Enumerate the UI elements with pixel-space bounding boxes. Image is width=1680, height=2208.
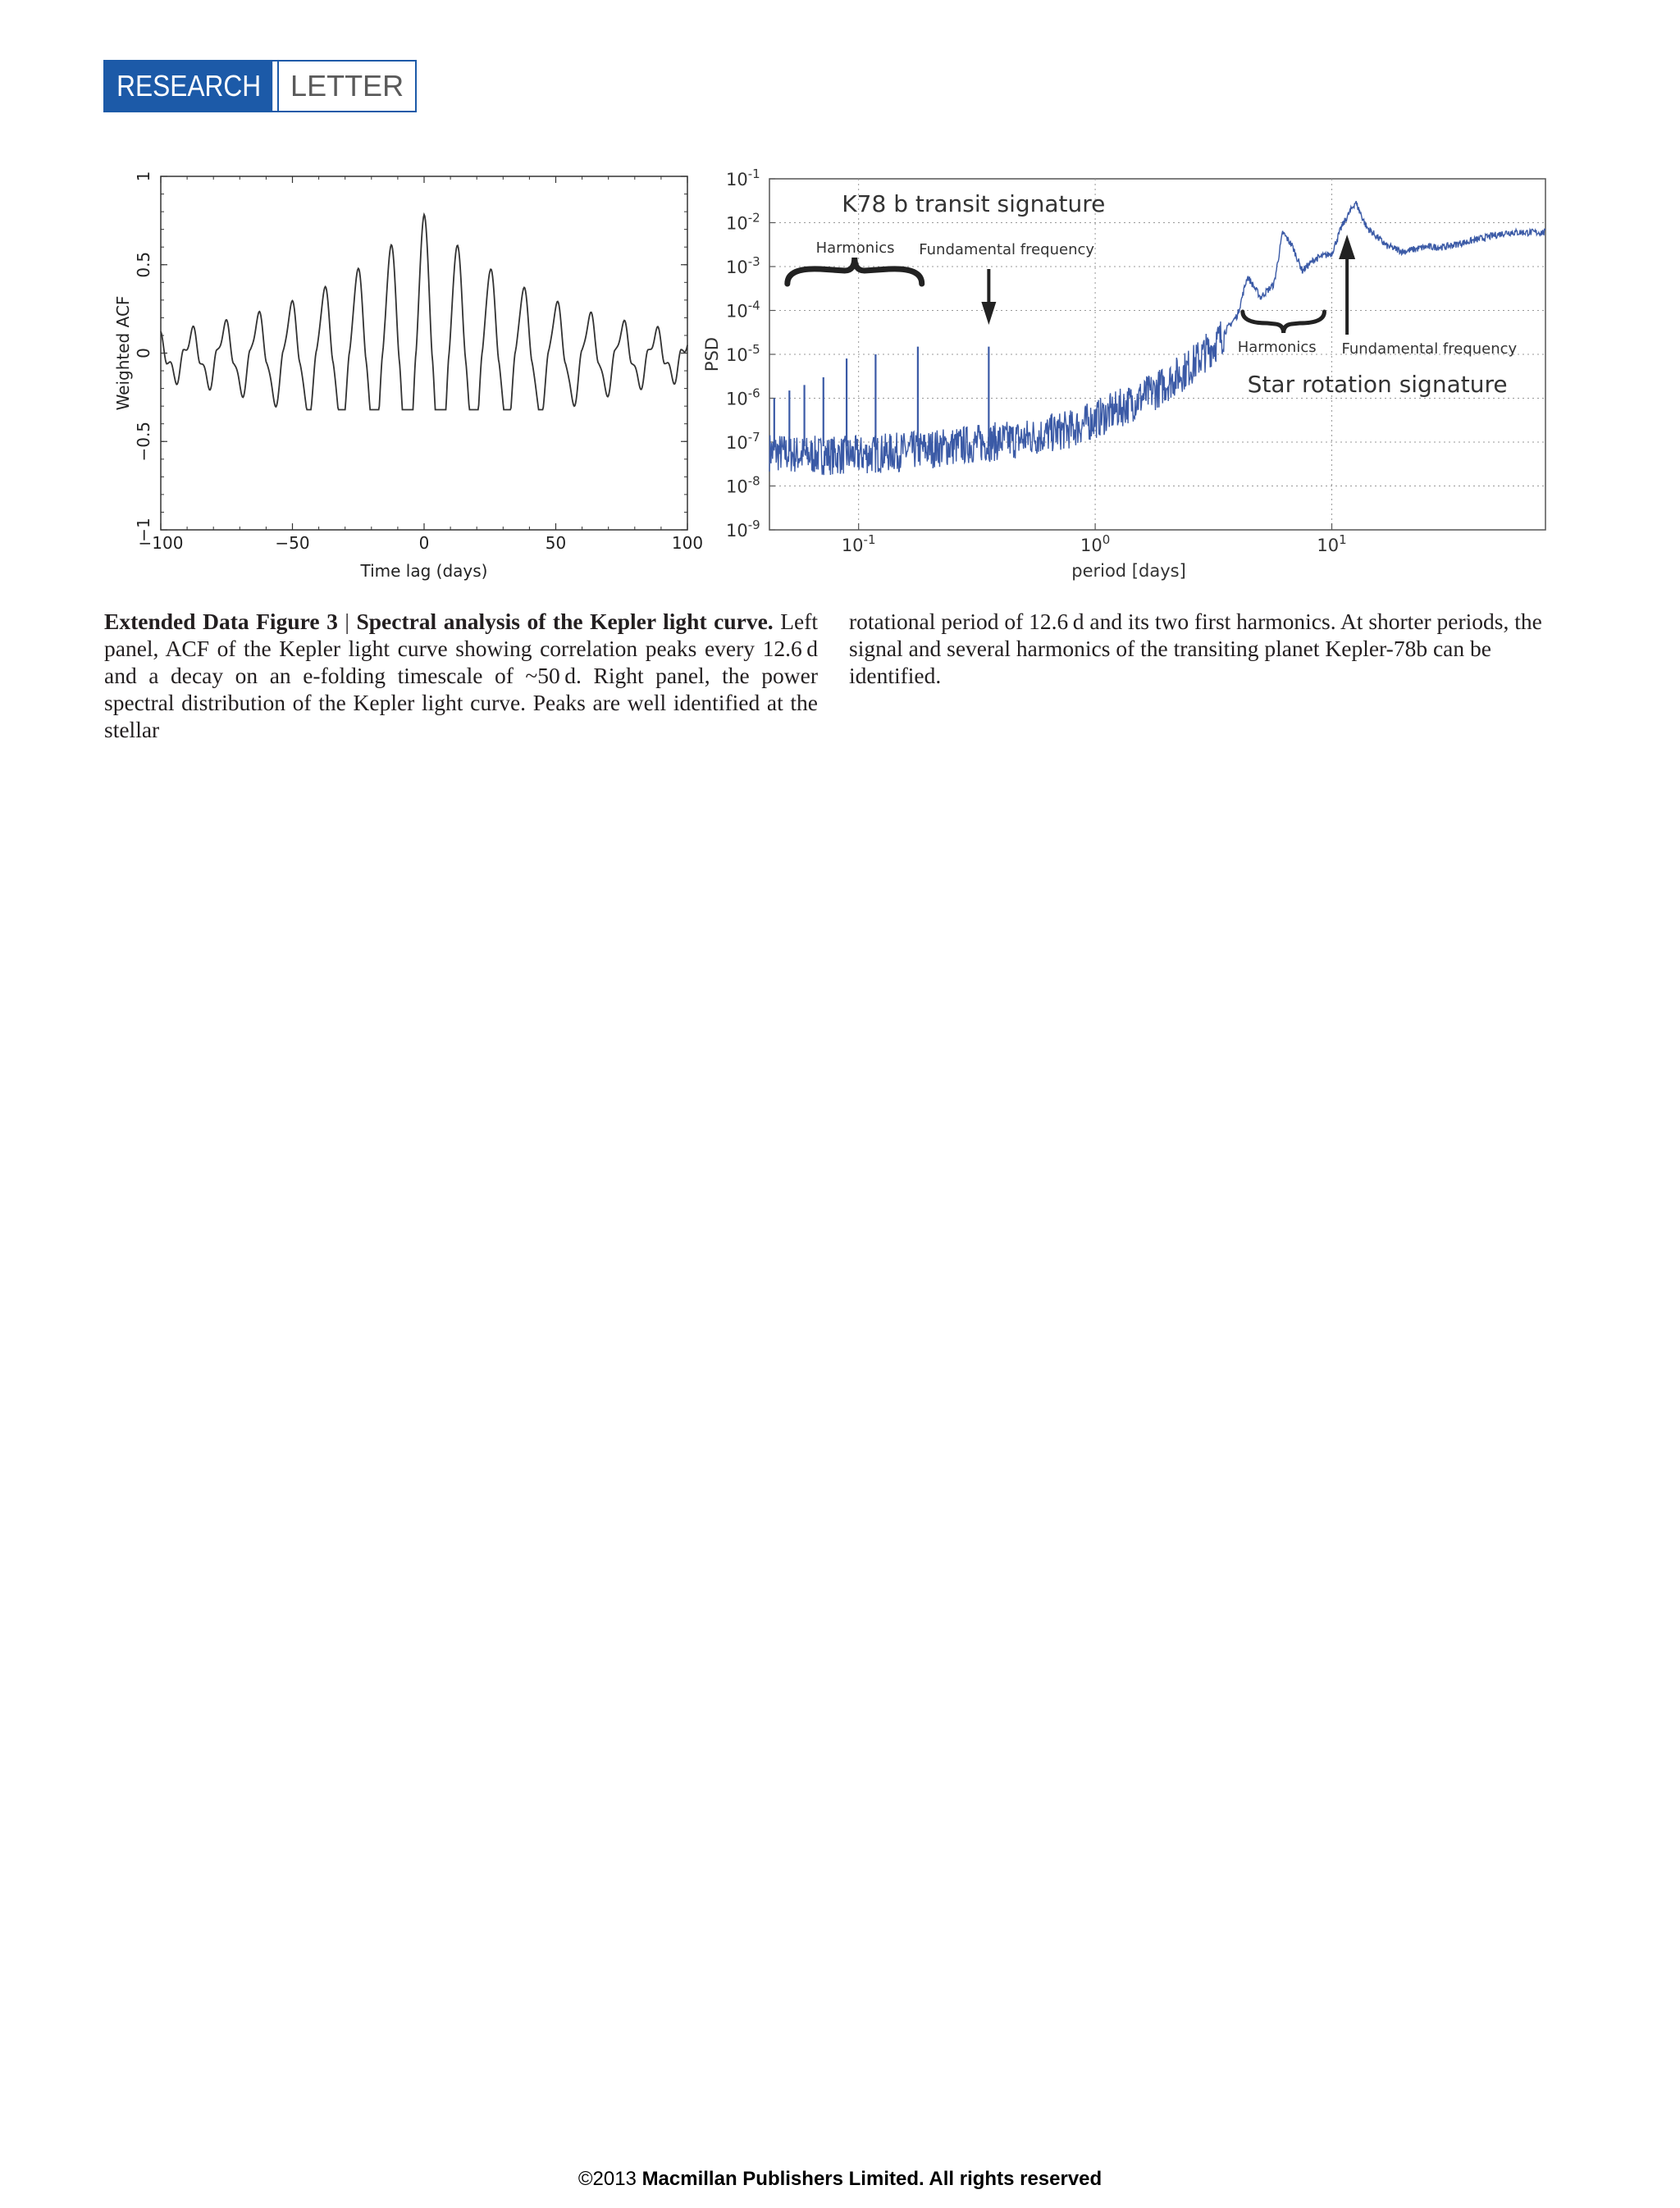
psd-y-tick-label: $10^{-8}$ [726,473,760,497]
copyright-rights: Macmillan Publishers Limited. All rights reserved [641,2168,1102,2190]
psd-figure [701,156,1554,599]
section-header [103,60,417,112]
star-harmonics-label: Harmonics [1237,339,1317,356]
acf-y-tick-label: 0.5 [134,251,153,278]
acf-x-tick-label: −100 [138,533,184,553]
acf-x-tick-label: 50 [545,533,567,553]
caption-body-left: Left panel, ACF of the Kepler light curve showing correlation peaks every 12.6 d and a decay on an e-folding timescale of ~50 d. Right panel, the power spectral distribution of the Kepler light curve. Peaks are well identified at the stellar [104,609,819,742]
acf-chart [107,156,704,599]
acf-x-axis-label: Time lag (days) [360,561,488,581]
article-type-label: LETTER [277,62,415,111]
planet-signature-title: K78 b transit signature [842,190,1106,217]
psd-x-tick-label: $10^{-1}$ [841,532,876,555]
figure-caption-left [104,608,818,743]
psd-y-tick-label: $10^{-3}$ [726,254,760,277]
planet-harmonics-brace [788,258,922,284]
psd-y-tick-label: $10^{-5}$ [726,342,760,365]
page-footer [0,2168,1680,2191]
psd-y-tick-label: $10^{-6}$ [726,385,760,409]
psd-y-tick-label: $10^{-7}$ [726,430,760,453]
acf-y-tick-label: −1 [134,518,153,542]
star-fundamental-arrowhead [1339,235,1355,259]
acf-plot-frame [161,176,687,530]
caption-label: Extended Data Figure 3 [104,609,338,634]
planet-fundamental-label: Fundamental frequency [919,241,1095,258]
psd-y-tick-label: $10^{-2}$ [726,210,760,234]
star-harmonics-brace [1243,312,1325,333]
acf-y-tick-label: 1 [134,171,153,182]
psd-chart [701,156,1554,599]
star-fundamental-label: Fundamental frequency [1341,340,1518,358]
psd-y-axis-label: PSD [702,336,722,372]
acf-x-tick-label: 0 [418,533,430,553]
psd-x-axis-label: period [days] [1071,561,1186,581]
star-signature-title: Star rotation signature [1247,371,1508,398]
acf-y-tick-label: −0.5 [134,421,153,462]
acf-y-axis-label: Weighted ACF [113,295,133,411]
psd-y-tick-label: $10^{-9}$ [726,518,760,541]
psd-y-tick-label: $10^{-1}$ [726,167,760,189]
psd-x-tick-label: $10^1$ [1317,532,1347,555]
section-label: RESEARCH [105,62,272,111]
copyright-year: ©2013 [578,2168,637,2190]
figure-caption-right [849,608,1564,689]
caption-title: Spectral analysis of the Kepler light curve. [356,609,774,634]
caption-body-right: rotational period of 12.6 d and its two first harmonics. At shorter periods, the signal and several harmonics of the transiting planet Kepler-78b can be identified. [849,609,1542,688]
acf-y-tick-label: 0 [134,348,153,358]
psd-y-tick-label: $10^{-4}$ [726,298,760,322]
caption-separator: | [345,609,349,634]
acf-series-line [161,215,687,410]
psd-x-tick-label: $10^0$ [1080,532,1111,555]
planet-fundamental-arrowhead [981,302,996,325]
acf-x-tick-label: −50 [275,533,310,553]
acf-x-tick-label: 100 [671,533,704,553]
planet-harmonics-label: Harmonics [815,240,895,257]
acf-figure [107,156,704,599]
